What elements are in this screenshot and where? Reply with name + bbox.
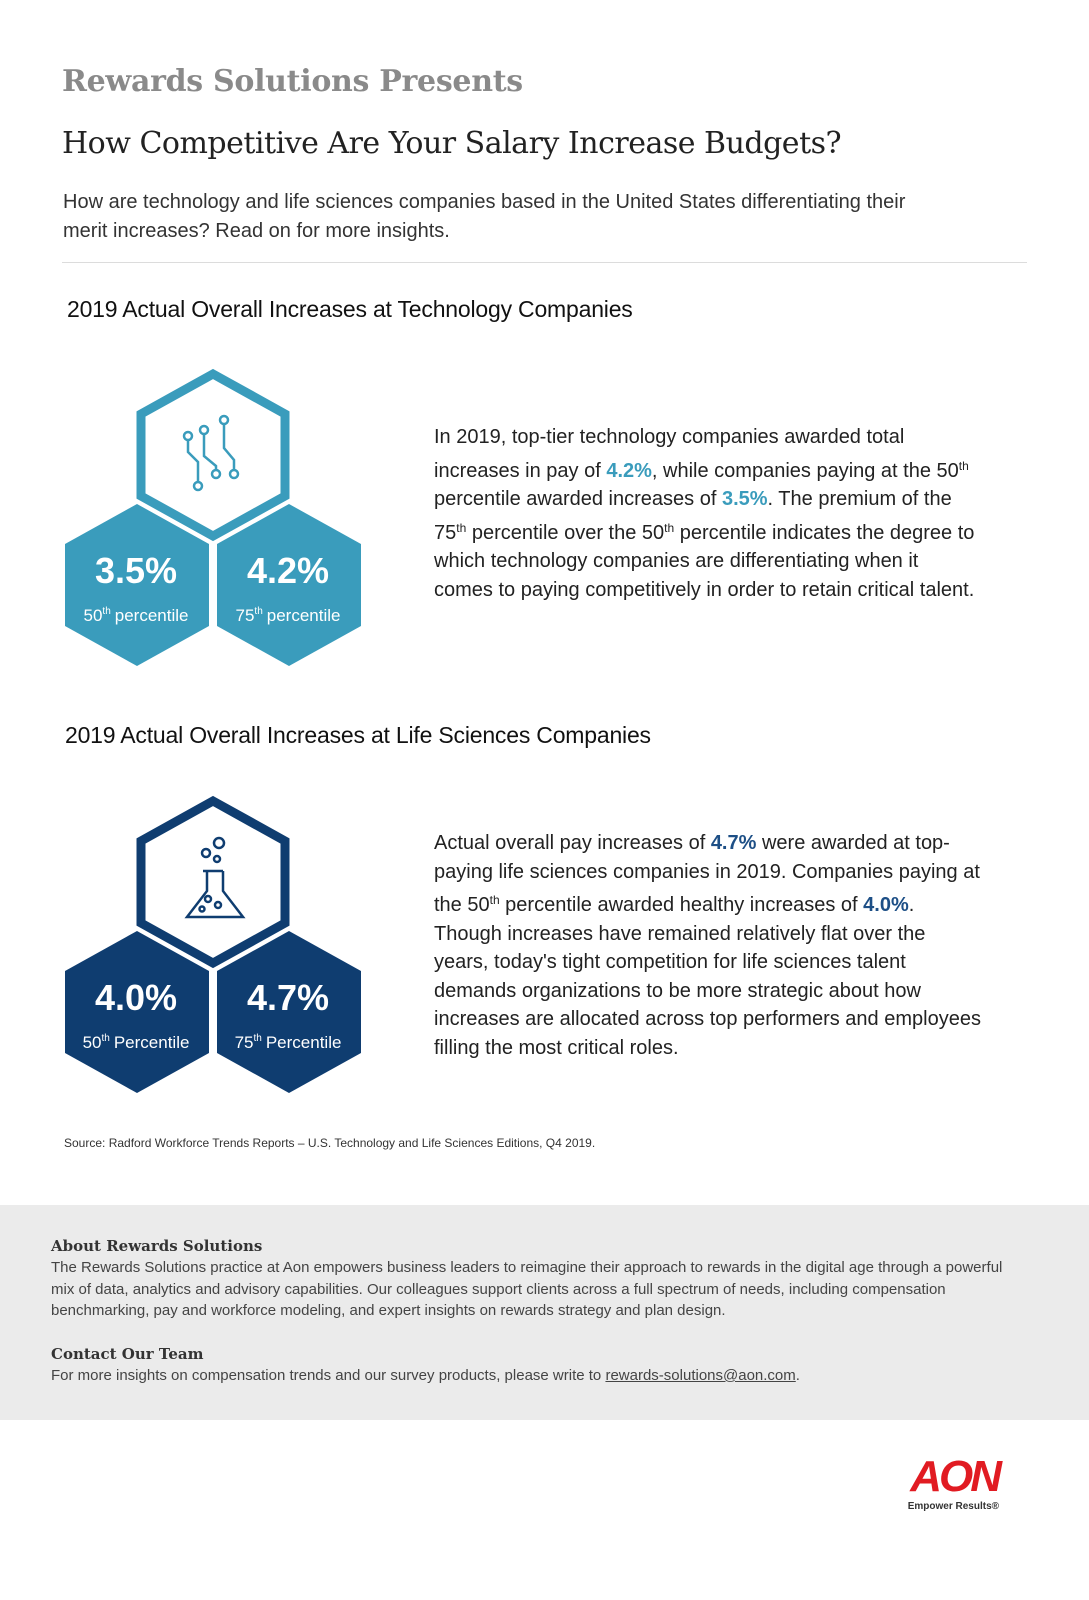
tech-stat-75-label: 75th percentile [235, 606, 341, 625]
tech-stat-50-value: 3.5% [94, 550, 178, 591]
tech-description: In 2019, top-tier technology companies awarded total increases in pay of 4.2%, while companies paying at the 50th percentile awarded increases of 3.5%. The premium of the 75th percentile over the 50th percentile indicates the degree to which technology companies are differentiating when it comes to paying competitively in order to retain critical talent. [434, 426, 975, 601]
tech-section-title: 2019 Actual Overall Increases at Technology Companies [67, 296, 633, 322]
flask-icon [187, 838, 243, 917]
contact-email-link[interactable]: rewards-solutions@aon.com [605, 1367, 796, 1384]
life-stat-50-label: 50th Percentile [82, 1033, 190, 1052]
tech-hex-graphic [60, 368, 370, 678]
life-description: Actual overall pay increases of 4.7% were awarded at top-paying life sciences companies in 2019. Companies paying at the 50th percentile awarded healthy increases of 4.0%. Though increases have remained relatively flat over the years, today's tight competition for life sciences talent demands organizations to be more strategic about how increases are allocated across top performers and employees filling the most critical roles. [434, 832, 981, 1059]
intro-text: How are technology and life sciences companies based in the United States differentiating their merit increases? Read on for more insights. [63, 191, 906, 242]
logo-tagline: Empower Results® [907, 1501, 999, 1512]
life-section-title: 2019 Actual Overall Increases at Life Sciences Companies [65, 722, 651, 748]
footer-panel [0, 1205, 1089, 1420]
page-title: How Competitive Are Your Salary Increase Budgets? [62, 126, 842, 161]
contact-title: Contact Our Team [51, 1345, 204, 1363]
circuit-icon [184, 416, 238, 490]
life-stat-75-value: 4.7% [246, 977, 330, 1018]
presents-heading: Rewards Solutions Presents [62, 64, 523, 99]
tech-stat-75-value: 4.2% [246, 550, 330, 591]
life-stat-75-label: 75th Percentile [234, 1033, 342, 1052]
life-stat-50-value: 4.0% [94, 977, 178, 1018]
source-note: Source: Radford Workforce Trends Reports – U.S. Technology and Life Sciences Editions, Q4 2019. [64, 1136, 596, 1150]
contact-text: For more insights on compensation trends and our survey products, please write to rewards-solutions@aon.com. [51, 1367, 800, 1384]
divider [62, 262, 1027, 263]
logo-wordmark: AON [910, 1452, 999, 1501]
life-hex-graphic [60, 795, 370, 1105]
about-title: About Rewards Solutions [51, 1237, 263, 1255]
aon-logo [879, 1452, 999, 1512]
tech-stat-50-label: 50th percentile [83, 606, 189, 625]
about-text: The Rewards Solutions practice at Aon empowers business leaders to reimagine their approach to rewards in the digital age through a powerful mix of data, analytics and advisory capabilities. Our colleagues support clients across a full spectrum of needs, including compensation benchmarking, pay and workforce modeling, and expert insights on rewards strategy and plan design. [51, 1259, 1003, 1319]
